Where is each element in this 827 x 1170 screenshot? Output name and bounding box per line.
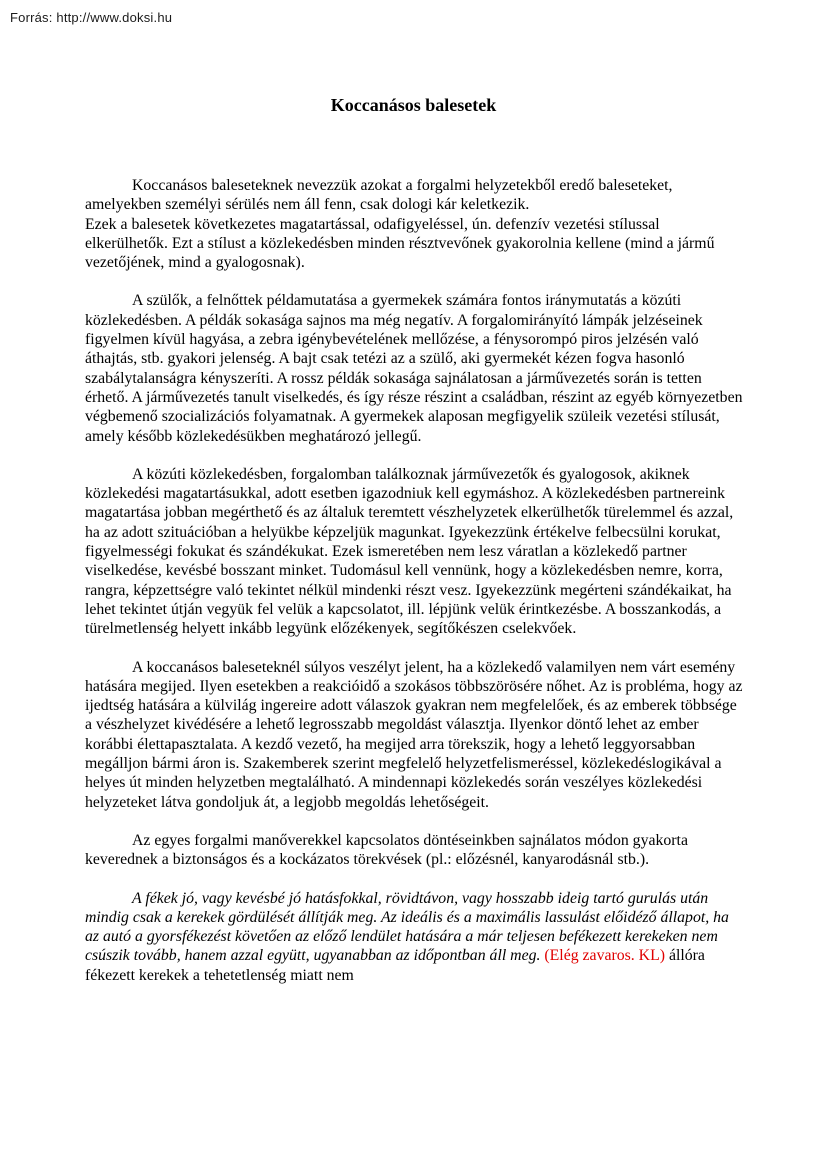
paragraph-1: [85, 176, 745, 215]
text-segment: Ezek a balesetek következetes magatartással, odafigyeléssel, ún. defenzív vezetési stílussal elkerülhetők. Ezt a stílust a közlekedésben minden résztvevőnek gyakorolnia kellene (mind a jármű vezetőjének, mind a gyalogosnak).: [85, 215, 715, 272]
paragraph-4: [85, 465, 745, 639]
text-segment: állóra fékezett kerekek a tehetetlenség miatt nem: [85, 947, 705, 984]
paragraph-3: [85, 291, 745, 445]
paragraph-6: [85, 831, 745, 870]
text-segment: A fékek jó, vagy kevésbé jó hatásfokkal, rövidtávon, vagy hosszabb ideig tartó gurulás után mindig csak a kerekek gördülését állítják meg. Az ideális és a maximális lassulást előidéző állapot, ha az autó a gyorsfékezést követően az előző lendület hatására a már teljesen befékezett kerekeken nem csúszik tovább, hanem azzal együtt, ugyanabban az időpontban áll meg.: [85, 889, 729, 965]
text-segment: A koccanásos baleseteknél súlyos veszélyt jelent, ha a közlekedő valamilyen nem várt esemény hatására megijed. Ilyen esetekben a reakcióidő a szokásos többszörösére nőhet. Az is probléma, hogy az ijedtség hatására a külvilág ingereire adott válaszok gyakran nem megfelelőek, és az emberek többsége a vészhelyzet kivédésére a lehető legrosszabb megoldást választja. Ilyenkor döntő lehet az ember korábbi élettapasztalata. A kezdő vezető, ha megijed arra törekszik, hogy a lehető leggyorsabban megálljon bármi áron is. Szakemberek szerint megfelelő helyzetfelismeréssel, közlekedéslogikával a helyes út minden helyzetben megtalálható. A mindennapi közlekedés során veszélyes közlekedési helyzeteket látva gondoljuk át, a legjobb megoldás lehetőségeit.: [85, 658, 743, 811]
annotation-red-text: (Elég zavaros. KL): [544, 947, 666, 965]
paragraph-5: [85, 658, 745, 812]
paragraph-2: [85, 215, 745, 273]
paragraph-7: [85, 889, 745, 985]
document-body: [85, 176, 745, 985]
text-segment: A közúti közlekedésben, forgalomban találkoznak járművezetők és gyalogosok, akiknek közlekedési magatartásukkal, adott esetben igazodniuk kell egymáshoz. A közlekedésben partnereink magatartása jobban megérthető és az általuk teremtett vészhelyzetek elkerülhetők türelemmel és azzal, ha az adott szituációban a helyükbe képzeljük magunkat. Igyekezzünk értékelve felbecsülni korukat, figyelmességi fokukat és szándékukat. Ezek ismeretében nem lesz váratlan a közlekedő partner viselkedése, kevésbé bosszant minket. Tudomásul kell vennünk, hogy a közlekedésben nemre, korra, rangra, képzettségre való tekintet nélkül mindenki részt vesz. Igyekezzünk megérteni szándékaikat, ha lehet tekintet útján vegyük fel velük a kapcsolatot, ill. lépjünk velük érintkezésbe. A bosszankodás, a türelmetlenség helyett inkább legyünk előzékenyek, segítőkészen cselekvőek.: [85, 465, 734, 638]
text-segment: Az egyes forgalmi manőverekkel kapcsolatos döntéseinkben sajnálatos módon gyakorta keverednek a biztonságos és a kockázatos törekvések (pl.: előzésnél, kanyarodásnál stb.).: [85, 831, 688, 869]
source-note: Forrás: http://www.doksi.hu: [10, 10, 173, 25]
page-title: Koccanásos balesetek: [330, 95, 497, 115]
text-segment: A szülők, a felnőttek példamutatása a gyermekek számára fontos iránymutatás a közúti közlekedésben. A példák sokasága sajnos ma még negatív. A forgalomirányító lámpák jelzéseinek figyelmen kívül hagyása, a zebra igénybevételének mellőzése, a fénysorompó piros jelzésén való áthajtás, stb. gyakori jelenség. A bajt csak tetézi az a szülő, aki gyermekét kézen fogva hasonló szabálytalanságra kényszeríti. A rossz példák sokasága sajnálatosan a járművezetés során is tetten érhető. A járművezetés tanult viselkedés, és így része részint a családban, részint az egyéb környezetben végbemenő szocializációs folyamatnak. A gyermekek alaposan megfigyelik szüleik vezetési stílusát, amely később közlekedésükben meghatározó jellegű.: [85, 292, 743, 445]
text-segment: Koccanásos baleseteknek nevezzük azokat a forgalmi helyzetekből eredő baleseteket, amelyekben személyi sérülés nem áll fenn, csak dologi kár keletkezik.: [85, 177, 673, 214]
